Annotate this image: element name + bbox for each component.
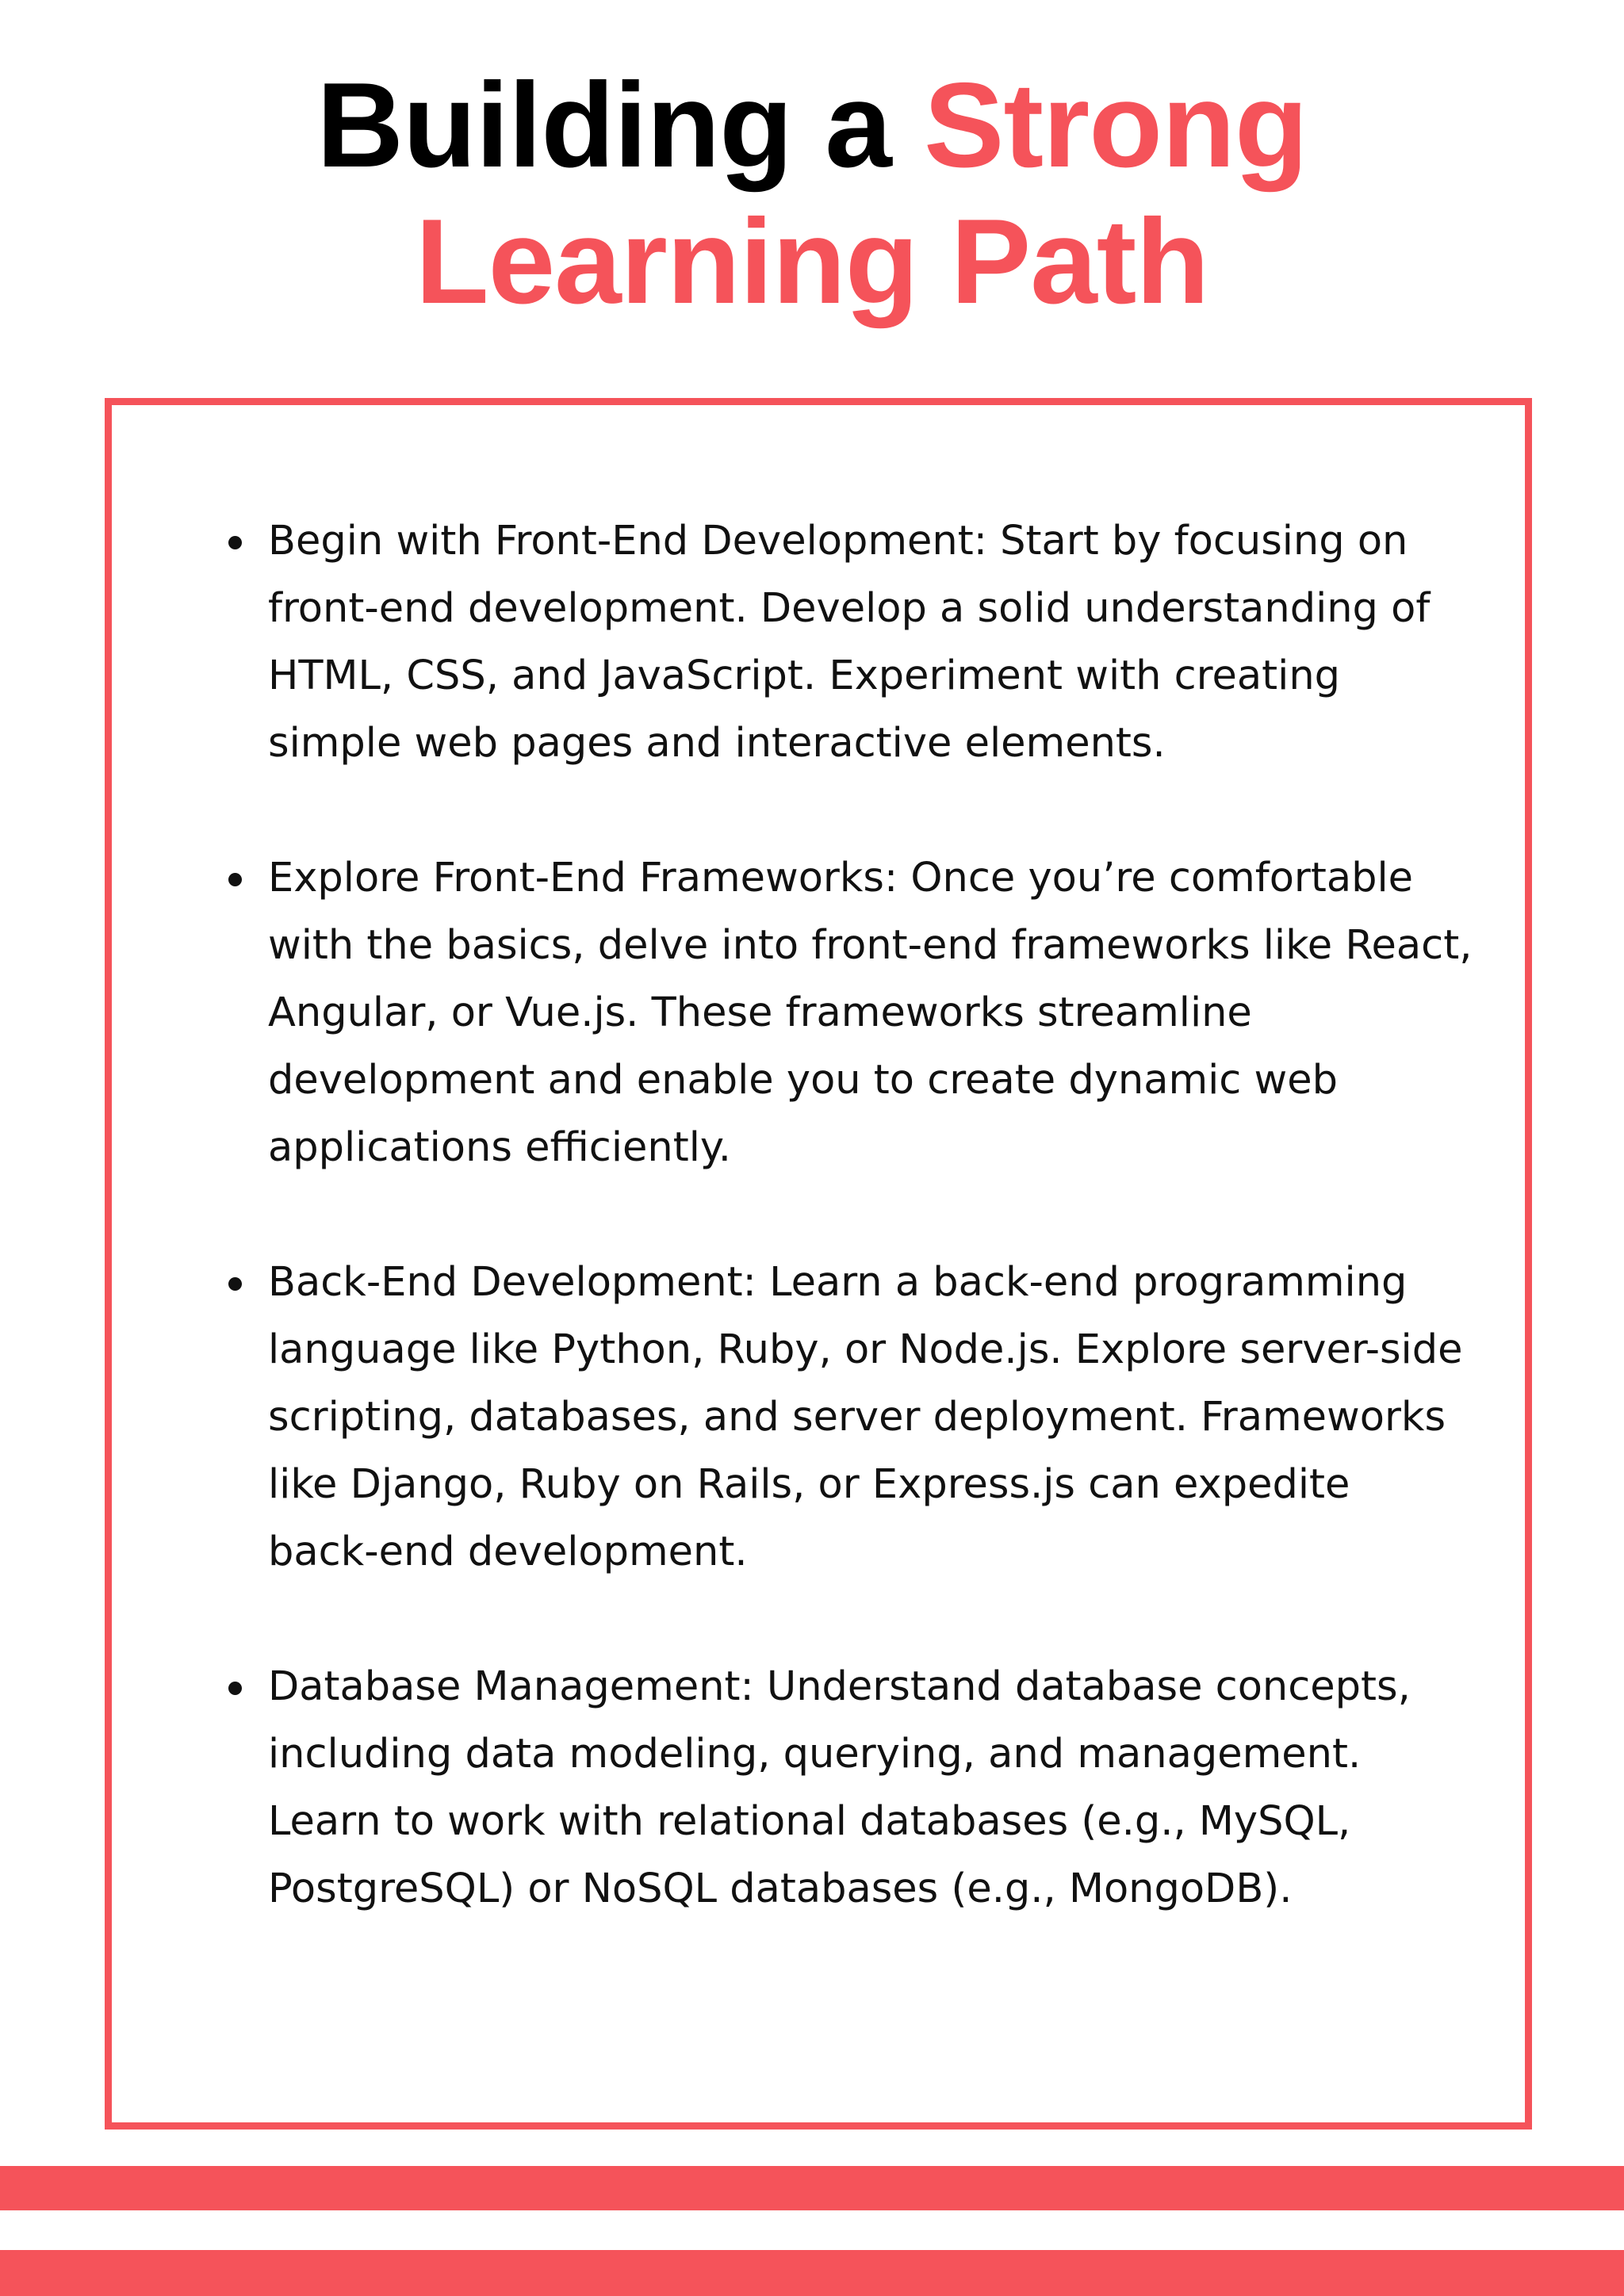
footer-stripe-bottom (0, 2250, 1624, 2296)
title-accent-text: Strong (924, 58, 1308, 193)
list-item (268, 844, 1473, 1181)
list-item-text: Begin with Front-End Development: Start by focusing on front-end development. Develop a solid understanding of HTML, CSS, and JavaScript. Experiment with creating simple web pages and interactive elements. (268, 518, 1431, 767)
list-item (268, 1653, 1473, 1923)
bullet-dot-icon (228, 536, 242, 549)
list-item-text: Back-End Development: Learn a back-end programming language like Python, Ruby, or Node.js. Explore server-side scripting, databases, and server deployment. Frameworks like Django, Ruby on Rails, or Express.js can expedite back-end development. (268, 1259, 1463, 1575)
title-dark-text: Building a (316, 58, 891, 193)
page-title (0, 57, 1624, 330)
list-item-text: Database Management: Understand database concepts, including data modeling, querying, and management. Learn to work with relational databases (e.g., MySQL, PostgreSQL) or NoSQL databases (e.g., MongoDB). (268, 1663, 1411, 1912)
title-accent-text-line2: Learning Path (415, 194, 1209, 329)
bullet-dot-icon (228, 873, 242, 886)
list-item (268, 1249, 1473, 1586)
list-item (268, 507, 1473, 777)
bullet-dot-icon (228, 1682, 242, 1695)
bullet-dot-icon (228, 1277, 242, 1291)
list-item-text: Explore Front-End Frameworks: Once you’re comfortable with the basics, delve into front-end frameworks like React, Angular, or Vue.js. These frameworks streamline development and enable you to create dynamic web applications efficiently. (268, 855, 1473, 1171)
bullet-list (268, 507, 1473, 1990)
footer-stripe-top (0, 2166, 1624, 2210)
